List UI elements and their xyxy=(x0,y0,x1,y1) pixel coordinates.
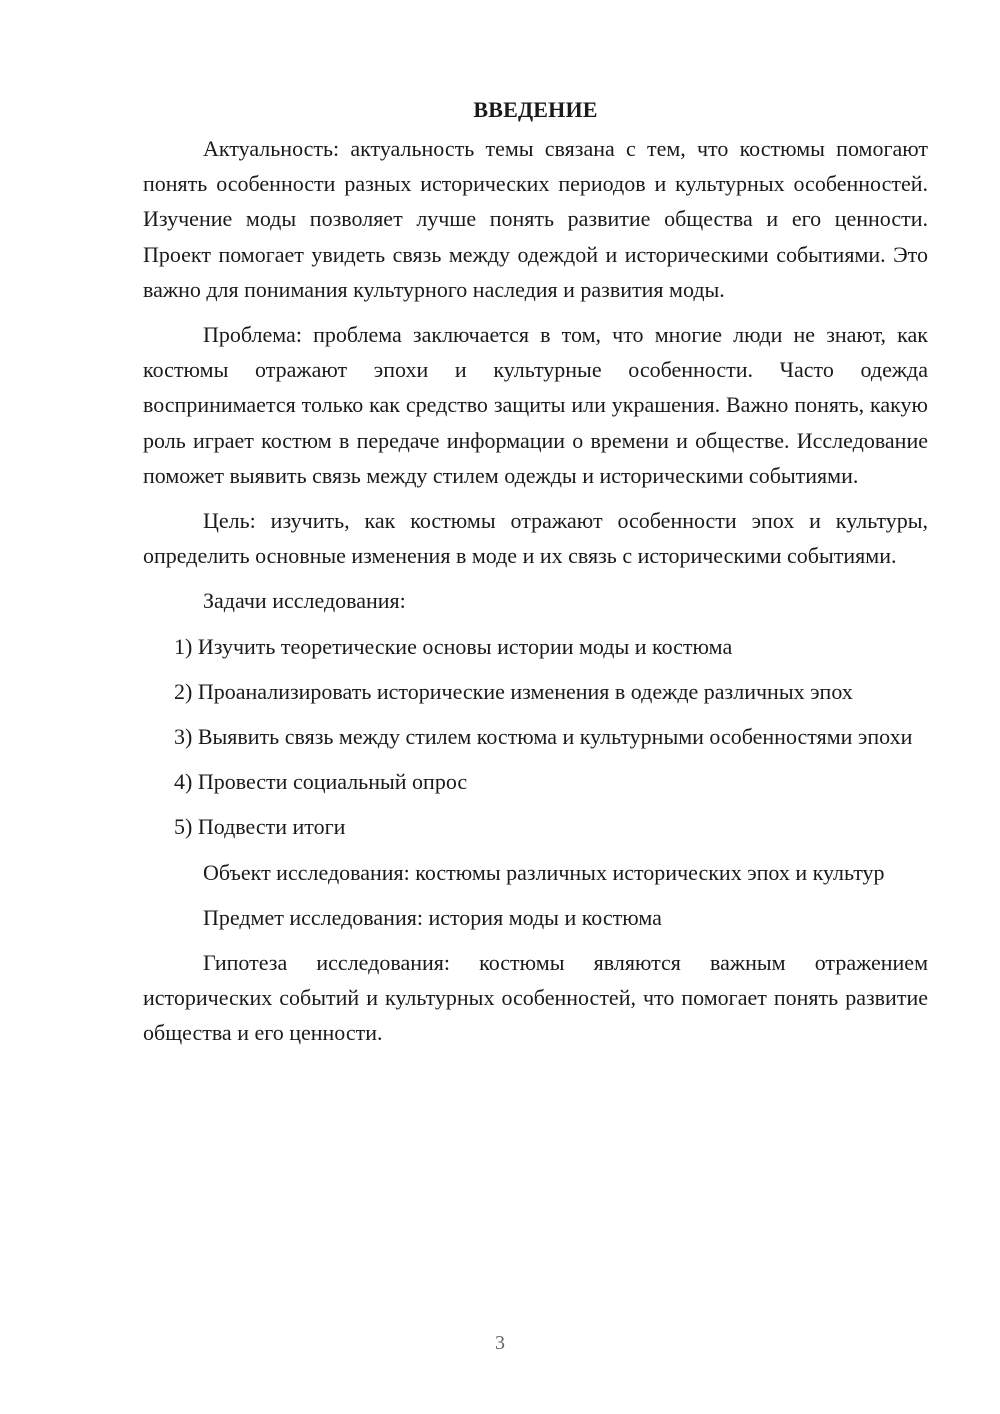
page-number: 3 xyxy=(495,1332,505,1354)
object-paragraph: Объект исследования: костюмы различных исторических эпох и культур xyxy=(203,859,885,885)
section-title: ВВЕДЕНИЕ xyxy=(473,97,598,122)
tasks-heading: Задачи исследования: xyxy=(203,588,406,614)
document-page xyxy=(143,92,928,1061)
task-item-1: 1) Изучить теоретические основы истории моды и костюма xyxy=(174,633,733,659)
problem-paragraph: Проблема: проблема заключается в том, что многие люди не знают, как костюмы отражают эпохи и культурные особенности. Часто одежда воспринимается только как средство защиты или украшения. Важно понять, какую роль играет костюм в передаче информации о времени и обществе. Исследование поможет выявить связь между стилем одежды и историческими событиями. xyxy=(143,322,928,488)
goal-paragraph: Цель: изучить, как костюмы отражают особенности эпох и культуры, определить основные изменения в моде и их связь с историческими событиями. xyxy=(143,508,928,569)
task-item-5: 5) Подвести итоги xyxy=(174,814,346,840)
relevance-paragraph: Актуальность: актуальность темы связана с тем, что костюмы помогают понять особенности разных исторических периодов и культурных особенностей. Изучение моды позволяет лучше понять развитие общества и его ценности. Проект помогает увидеть связь между одеждой и историческими событиями. Это важно для понимания культурного наследия и развития моды. xyxy=(143,136,928,302)
task-item-2: 2) Проанализировать исторические изменения в одежде различных эпох xyxy=(174,678,853,704)
subject-paragraph: Предмет исследования: история моды и костюма xyxy=(203,904,662,930)
hypothesis-paragraph: Гипотеза исследования: костюмы являются важным отражением исторических событий и культурных особенностей, что помогает понять развитие общества и его ценности. xyxy=(143,950,928,1046)
task-item-3: 3) Выявить связь между стилем костюма и культурными особенностями эпохи xyxy=(174,724,913,750)
task-item-4: 4) Провести социальный опрос xyxy=(174,769,468,795)
